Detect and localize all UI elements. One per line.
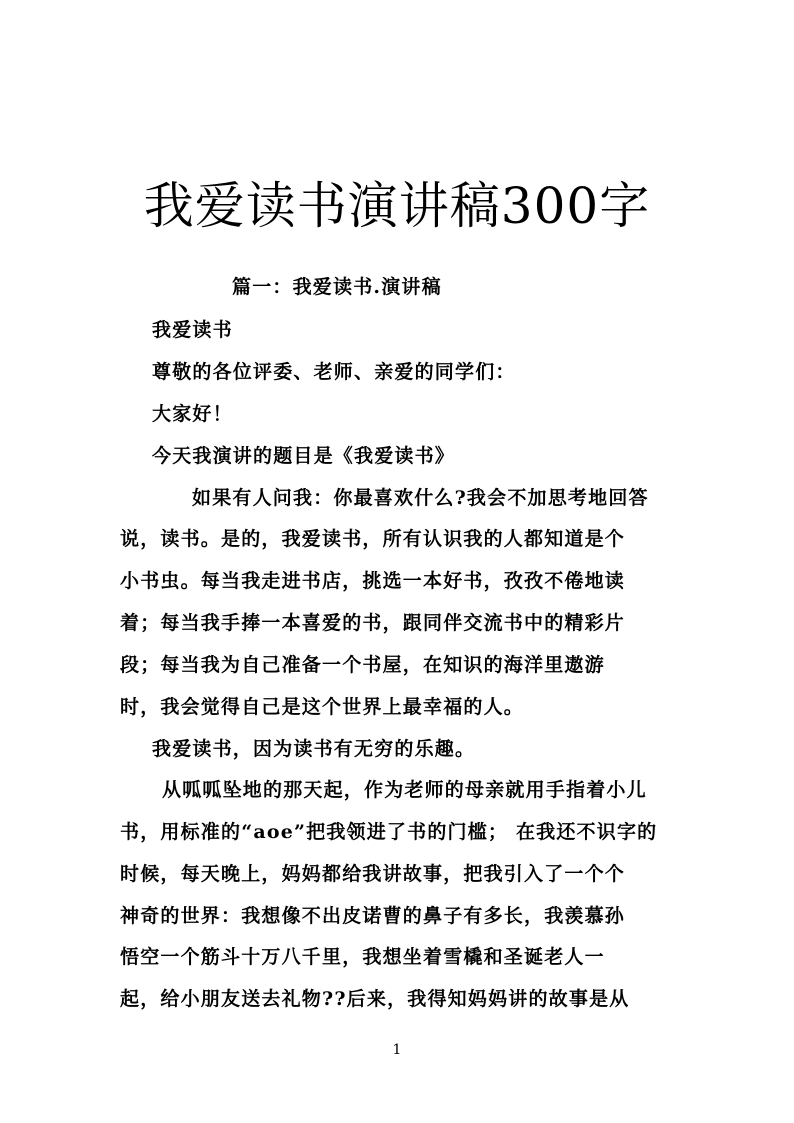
paragraph-line: 起，给小朋友送去礼物??后来，我得知妈妈讲的故事是从	[120, 988, 630, 1010]
paragraph-line: 尊敬的各位评委、老师、亲爱的同学们：	[152, 361, 516, 383]
document-title: 我爱读书演讲稿300字	[143, 176, 651, 235]
paragraph-line: 神奇的世界：我想像不出皮诺曹的鼻子有多长，我羡慕孙	[120, 905, 626, 927]
paragraph-line: 时，我会觉得自己是这个世界上最幸福的人。	[120, 696, 525, 718]
paragraph-line: 小书虫。每当我走进书店，挑选一本好书，孜孜不倦地读	[120, 570, 626, 592]
paragraph-line: 大家好！	[152, 403, 233, 425]
paragraph-line: 如果有人问我：你最喜欢什么?我会不加思考地回答	[192, 487, 649, 509]
paragraph-line: 书，用标准的“aoe”把我领进了书的门槛； 在我还不识字的	[120, 821, 658, 843]
section-heading: 篇一：我爱读书.演讲稿	[232, 276, 442, 298]
paragraph-line: 着；每当我手捧一本喜爱的书，跟同伴交流书中的精彩片	[120, 612, 626, 634]
paragraph-line: 我爱读书	[152, 319, 233, 341]
paragraph-line: 我爱读书，因为读书有无穷的乐趣。	[152, 738, 476, 760]
paragraph-line: 说，读书。是的，我爱读书，所有认识我的人都知道是个	[120, 528, 626, 550]
paragraph-line: 今天我演讲的题目是《我爱读书》	[152, 445, 456, 467]
paragraph-line: 悟空一个筋斗十万八千里，我想坐着雪橇和圣诞老人一	[120, 946, 605, 968]
paragraph-line: 从呱呱坠地的那天起，作为老师的母亲就用手指着小儿	[162, 779, 647, 801]
paragraph-line: 时候，每天晚上，妈妈都给我讲故事，把我引入了一个个	[120, 863, 626, 885]
page-number: 1	[392, 1042, 402, 1058]
paragraph-line: 段；每当我为自己准备一个书屋，在知识的海洋里遨游	[120, 654, 605, 676]
